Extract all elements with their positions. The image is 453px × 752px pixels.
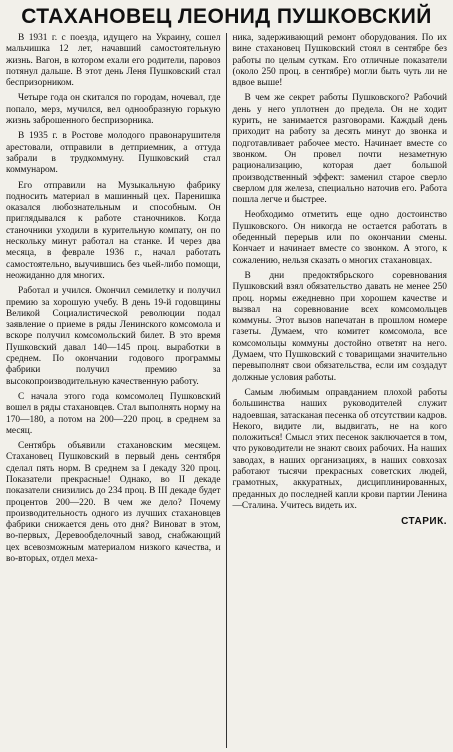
paragraph: В чем же секрет работы Пушковского? Рабочий день у него уплотнен до предела. Он не ходит курить, не занимается разговорами. Каждый день приходит на работу за десять минут до звонка и подготавливает рабочее место. Начинает вместе со звонком. Он провел почти незаметную рационализацию, которая дает большой производственный эффект: заменил старое сверло сверлом для железа, специально наточив его. Работа пошла легче и быстрее. [232,93,447,206]
paragraph: Его отправили на Музыкальную фабрику подносить материал в машинный цех. Паренишка оказался любознательным и способным. Он приглядывался к работе станочников. Когда станочники уходили в курительную компату, он по нескольку минут работал на станке. И через два месяца, в феврале 1936 г., начал работать самостоятельно, выучившись без чьей-либо помощи, неожиданно для многих. [6,180,221,281]
article-title: СТАХАНОВЕЦ ЛЕОНИД ПУШКОВСКИЙ [21,5,432,28]
paragraph: В дни предоктябрьского соревнования Пушковский взял обязательство давать не менее 250 проц. нормы ежедневно при хорошем качестве и вызвал на соревнование всех комсомольцев коммуны. Этот вызов напечатан в прошлом номере газеты. Думаем, что комитет комсомола, все комсомольцы коммуны достойно ответят на него. Думаем, что Пушковский с товарищами значительно перевыполнят свои обязательства, если им создадут должные условия работы. [232,270,447,383]
paragraph: ника, задерживающий ремонт оборудования. По их вине стахановец Пушковский стоял в сентябре без работы по целым суткам. Его отличные показатели (около 250 проц. в сентябре) могли быть чуть ли не вдвое выше! [232,33,447,89]
left-column [6,33,227,748]
right-column [227,33,448,748]
paragraph: Сентябрь объявили стахановским месяцем. Стахановец Пушковский в первый день сентября сделал пять норм. В среднем за I декаду 320 проц. Показатели прекрасные! Однако, во II декаде показатели снизились до 234 проц. В III декаде будет процентов 200—220. В чем же дело? Почему производительность одного из лучших стахановцев фабрики снижается день ото дня? Виноват в этом, во-первых, Деревообделочный завод, снабжающий цех всевозможным материалом низкого качества, и во-вторых, отдел меха- [6,441,221,565]
paragraph: С начала этого года комсомолец Пушковский вошел в ряды стахановцев. Стал выполнять норму на 170—180, а потом на 200—220 проц. в среднем за месяц. [6,391,221,436]
author-signature: СТАРИК. [401,516,447,528]
paragraph: В 1931 г. с поезда, идущего на Украину, сошел мальчишка 12 лет, начавший самостоятельную жизнь. Вагон, в котором ехали его родители, паровоз потянул дальше. В этот день Леня Пушковский стал беспризорником. [6,33,221,89]
paragraph: Самым любимым оправданием плохой работы большинства наших руководителей служит надоевшая, затасканая песенка об отсутствии кадров. Некого, видите ли, выдвигать, не на кого положиться! Смысл этих песенок заключается в том, что руководители не знают своих рабочих. На наших заводах, в наших организациях, в наших совхозах работают тысячи прекрасных советских людей, грамотных, аккуратных, дисциплинированных, преданных до последней капли крови партии Ленина—Сталина. Учитесь видеть их. [232,387,447,511]
paragraph: Необходимо отметить еще одно достоинство Пушковского. Он никогда не остается работать в обеденный перерыв или по окончании смены. Кончает и начинает вместе со звонком. А этого, к сожалению, нельзя сказать о многих стахановцах. [232,210,447,266]
paragraph: В 1935 г. в Ростове молодого правонарушителя арестовали, отправили в детприемник, а оттуда забрали в трудкоммуну. Пушковский стал коммунаром. [6,131,221,176]
paragraph: Четыре года он скитался по городам, ночевал, где попало, мерз, мучился, вел однообразную горькую жизнь заброшенного беспризорника. [6,93,221,127]
article-body [6,33,447,748]
paragraph: Работал и учился. Окончил семилетку и получил премию за хорошую учебу. В день 19-й годовщины Великой Социалистической революции подал заявление о приеме в ряды Ленинского комсомола и вскоре получил комсомольский билет. В это время Пушковский давал 140—145 проц. выработки в среднем. По окончании годового программы фабрики получил премию за высокопроизводительную качественную работу. [6,286,221,387]
